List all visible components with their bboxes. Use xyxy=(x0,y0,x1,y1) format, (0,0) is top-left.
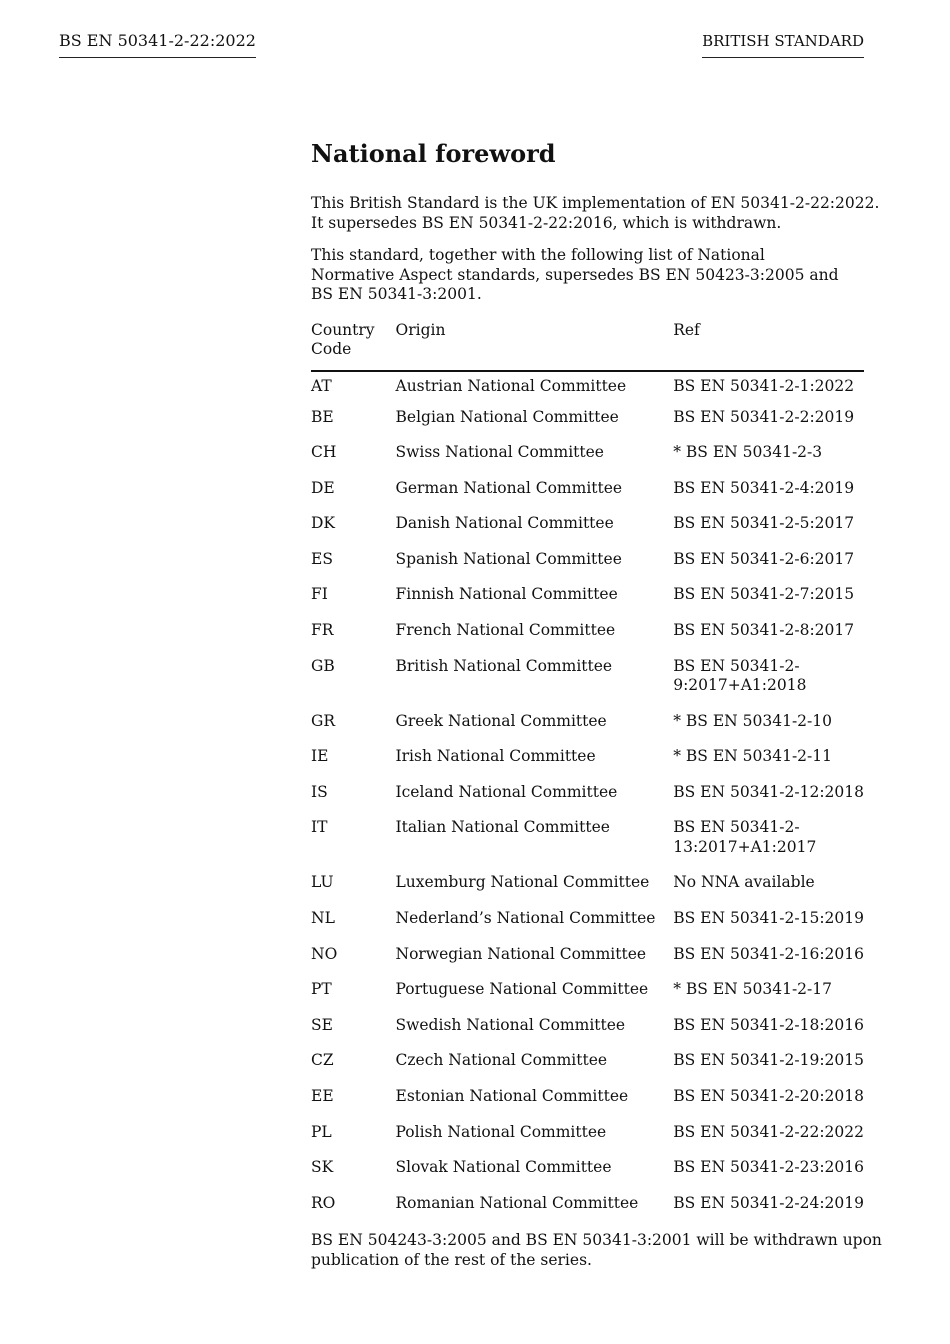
country-code-cell: LU xyxy=(311,873,334,892)
origin-cell: British National Committee xyxy=(395,656,613,675)
origin-cell: Italian National Committee xyxy=(395,818,610,837)
table-row xyxy=(311,712,864,748)
origin-cell: Nederland’s National Committee xyxy=(395,909,656,928)
document-id: BS EN 50341-2-22:2022 xyxy=(59,31,256,58)
header-ref: Ref xyxy=(673,321,864,371)
ref-line: BS EN 50341-2-20:2018 xyxy=(673,1087,864,1105)
ref-cell xyxy=(673,550,864,586)
ref-cell xyxy=(673,371,864,408)
origin-cell: Polish National Committee xyxy=(395,1122,607,1141)
country-code-cell: PT xyxy=(311,980,332,999)
table-row xyxy=(311,1194,864,1230)
country-code-cell: IS xyxy=(311,782,328,801)
ref-line: * BS EN 50341-2-10 xyxy=(673,711,833,730)
ref-cell xyxy=(673,1194,864,1230)
country-code-cell: CH xyxy=(311,443,337,462)
paragraph-line: Normative Aspect standards, supersedes BS EN 50423-3:2005 and xyxy=(311,265,839,284)
country-code-cell: RO xyxy=(311,1193,336,1212)
ref-line: BS EN 50341-2-12:2018 xyxy=(673,782,864,801)
ref-line: BS EN 50341-2-22:2022 xyxy=(673,1122,864,1141)
ref-cell xyxy=(673,1158,864,1194)
ref-cell xyxy=(673,818,864,873)
ref-line: BS EN 50341-2-19:2015 xyxy=(673,1051,864,1070)
nna-table xyxy=(311,321,864,1230)
origin-cell: French National Committee xyxy=(395,621,616,640)
country-code-cell: DK xyxy=(311,514,336,533)
origin-cell: Slovak National Committee xyxy=(395,1158,612,1177)
country-code-cell: IE xyxy=(311,747,329,766)
origin-cell: Czech National Committee xyxy=(395,1051,608,1070)
origin-cell: Irish National Committee xyxy=(395,747,596,766)
origin-cell: Belgian National Committee xyxy=(395,407,619,426)
standard-label: BRITISH STANDARD xyxy=(702,31,864,58)
country-code-cell: AT xyxy=(311,376,332,395)
table-row xyxy=(311,909,864,945)
ref-line: * BS EN 50341-2-17 xyxy=(673,980,833,999)
ref-line: BS EN 50341-2-7:2015 xyxy=(673,585,855,604)
ref-cell xyxy=(673,1087,864,1123)
table-row xyxy=(311,443,864,479)
ref-cell xyxy=(673,783,864,819)
main-content xyxy=(311,138,882,1286)
table-row xyxy=(311,1087,864,1123)
table-row xyxy=(311,1016,864,1052)
country-code-cell: EE xyxy=(311,1087,334,1105)
withdrawal-note xyxy=(311,1231,882,1270)
paragraph-line: publication of the rest of the series. xyxy=(311,1250,592,1269)
origin-cell: Finnish National Committee xyxy=(395,585,618,604)
ref-line: 9:2017+A1:2018 xyxy=(673,676,807,695)
paragraph-line: This standard, together with the following list of National xyxy=(311,246,765,264)
origin-cell: Portuguese National Committee xyxy=(395,980,649,999)
table-header-row xyxy=(311,321,864,371)
country-code-cell: DE xyxy=(311,478,335,497)
origin-cell: Swedish National Committee xyxy=(395,1015,626,1034)
ref-line: * BS EN 50341-2-3 xyxy=(673,443,823,462)
ref-cell xyxy=(673,1123,864,1159)
table-row xyxy=(311,1158,864,1194)
table-row xyxy=(311,657,864,712)
ref-cell xyxy=(673,712,864,748)
table-row xyxy=(311,585,864,621)
ref-line: * BS EN 50341-2-11 xyxy=(673,747,833,766)
origin-cell: Iceland National Committee xyxy=(395,782,618,801)
ref-cell xyxy=(673,873,864,909)
origin-cell: Danish National Committee xyxy=(395,514,614,533)
ref-line: BS EN 50341-2-5:2017 xyxy=(673,514,855,533)
ref-cell xyxy=(673,479,864,515)
ref-cell xyxy=(673,1051,864,1087)
ref-line: BS EN 50341-2-24:2019 xyxy=(673,1193,864,1212)
country-code-cell: GB xyxy=(311,656,335,675)
table-row xyxy=(311,1123,864,1159)
table-row xyxy=(311,945,864,981)
ref-cell xyxy=(673,621,864,657)
country-code-cell: BE xyxy=(311,407,334,426)
table-row xyxy=(311,621,864,657)
country-code-cell: ES xyxy=(311,549,333,568)
paragraph-line: BS EN 504243-3:2005 and BS EN 50341-3:2001 will be withdrawn upon xyxy=(311,1231,882,1250)
ref-line: BS EN 50341-2-23:2016 xyxy=(673,1158,864,1177)
table-row xyxy=(311,550,864,586)
country-code-cell: PL xyxy=(311,1122,332,1141)
country-code-cell: FI xyxy=(311,585,328,604)
ref-cell xyxy=(673,909,864,945)
header-country-code: Country Code xyxy=(311,321,396,371)
paragraph-line: This British Standard is the UK implementation of EN 50341-2-22:2022. xyxy=(311,194,880,212)
table-row xyxy=(311,408,864,444)
ref-cell xyxy=(673,945,864,981)
ref-line: 13:2017+A1:2017 xyxy=(673,837,817,856)
ref-line: BS EN 50341-2-18:2016 xyxy=(673,1015,864,1034)
country-code-cell: CZ xyxy=(311,1051,334,1070)
country-code-cell: IT xyxy=(311,818,328,837)
origin-cell: Greek National Committee xyxy=(395,711,607,730)
country-code-cell: FR xyxy=(311,621,334,640)
origin-cell: Luxemburg National Committee xyxy=(395,873,650,892)
table-row xyxy=(311,980,864,1016)
table-row xyxy=(311,479,864,515)
ref-line: BS EN 50341-2-16:2016 xyxy=(673,944,864,963)
ref-cell xyxy=(673,1016,864,1052)
table-row xyxy=(311,514,864,550)
ref-line: BS EN 50341-2-6:2017 xyxy=(673,549,855,568)
ref-line: BS EN 50341-2-2:2019 xyxy=(673,407,855,426)
ref-cell xyxy=(673,514,864,550)
table-body xyxy=(311,371,864,1230)
table-row xyxy=(311,1051,864,1087)
origin-cell: Estonian National Committee xyxy=(395,1087,629,1105)
supersedes-paragraph xyxy=(311,246,864,305)
origin-cell: Swiss National Committee xyxy=(395,443,604,462)
intro-paragraph xyxy=(311,194,880,233)
origin-cell: German National Committee xyxy=(395,478,623,497)
ref-line: BS EN 50341-2- xyxy=(673,656,800,675)
ref-cell xyxy=(673,747,864,783)
header-origin: Origin xyxy=(396,321,674,371)
table-row xyxy=(311,873,864,909)
ref-cell xyxy=(673,657,864,712)
table-row xyxy=(311,818,864,873)
ref-line: BS EN 50341-2-15:2019 xyxy=(673,909,864,928)
origin-cell: Norwegian National Committee xyxy=(395,944,647,963)
country-code-cell: SE xyxy=(311,1015,333,1034)
table-row xyxy=(311,371,864,408)
paragraph-line: BS EN 50341-3:2001. xyxy=(311,285,482,303)
country-code-cell: NO xyxy=(311,944,338,963)
country-code-cell: SK xyxy=(311,1158,334,1177)
table-row xyxy=(311,747,864,783)
country-code-cell: NL xyxy=(311,909,335,928)
ref-line: No NNA available xyxy=(673,873,815,892)
origin-cell: Romanian National Committee xyxy=(395,1193,639,1212)
table-row xyxy=(311,783,864,819)
ref-line: BS EN 50341-2-4:2019 xyxy=(673,478,855,497)
ref-line: BS EN 50341-2-8:2017 xyxy=(673,621,855,640)
ref-line: BS EN 50341-2-1:2022 xyxy=(673,376,855,395)
origin-cell: Austrian National Committee xyxy=(395,376,627,395)
page-title: National foreword xyxy=(311,139,556,168)
paragraph-line: It supersedes BS EN 50341-2-22:2016, which is withdrawn. xyxy=(311,213,782,232)
country-code-cell: GR xyxy=(311,711,336,730)
ref-cell xyxy=(673,408,864,444)
ref-cell xyxy=(673,585,864,621)
ref-cell xyxy=(673,443,864,479)
ref-line: BS EN 50341-2- xyxy=(673,818,800,837)
ref-cell xyxy=(673,980,864,1016)
origin-cell: Spanish National Committee xyxy=(395,549,622,568)
